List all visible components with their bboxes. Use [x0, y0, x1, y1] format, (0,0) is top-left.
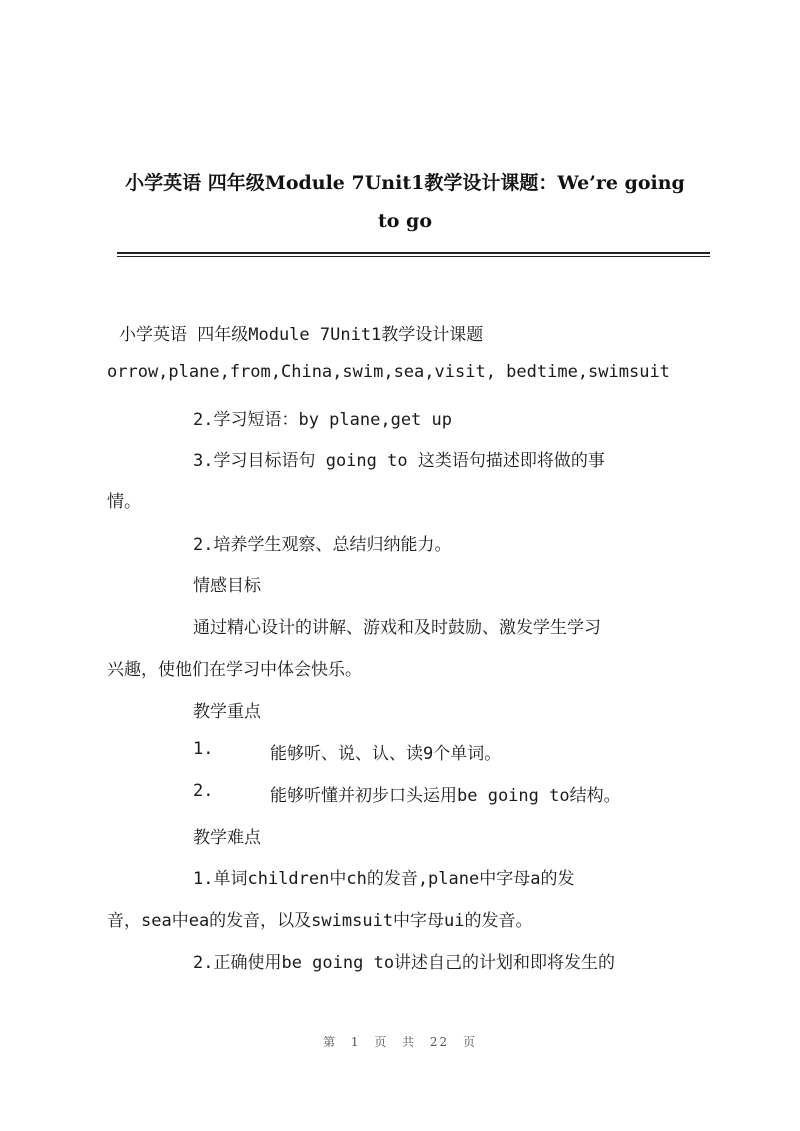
body-line-emotion-goal: 通过精心设计的讲解、游戏和及时鼓励、激发学生学习 [193, 618, 601, 638]
body-line-word-list: orrow,plane,from,China,swim,sea,visit, bedtime,swimsuit [107, 362, 670, 382]
section-heading-difficulties: 教学难点 [193, 828, 261, 848]
body-line-course-topic: 小学英语 四年级Module 7Unit1教学设计课题 [119, 325, 484, 345]
key-point-2: 能够听懂并初步口头运用be going to结构。 [270, 786, 621, 806]
document-title-line-2: to go [377, 210, 433, 232]
body-line-phrases: 2.学习短语：by plane,get up [193, 410, 452, 430]
list-number-2: 2. [193, 781, 214, 801]
body-line-difficulty-1-cont: 音，sea中ea的发音，以及swimsuit中字母ui的发音。 [107, 911, 533, 931]
document-title-line-1: 小学英语 四年级Module 7Unit1教学设计课题：We’re going [125, 172, 685, 194]
body-line-target-sentence: 3.学习目标语句 going to 这类语句描述即将做的事 [193, 451, 605, 471]
body-line-difficulty-1: 1.单词children中ch的发音,plane中字母a的发 [193, 869, 575, 889]
body-line-target-sentence-cont: 情。 [107, 492, 141, 512]
title-divider-thick [117, 252, 710, 254]
section-heading-emotion-goal: 情感目标 [193, 576, 261, 596]
list-number-1: 1. [193, 739, 214, 759]
body-line-ability-goal: 2.培养学生观察、总结归纳能力。 [193, 535, 452, 555]
page-footer: 第 1 页 共 22 页 [323, 1035, 477, 1049]
key-point-1: 能够听、说、认、读9个单词。 [270, 744, 502, 764]
title-divider-thin [117, 256, 710, 257]
body-line-emotion-goal-cont: 兴趣，使他们在学习中体会快乐。 [107, 660, 362, 680]
section-heading-key-points: 教学重点 [193, 702, 261, 722]
body-line-difficulty-2: 2.正确使用be going to讲述自己的计划和即将发生的 [193, 953, 616, 973]
